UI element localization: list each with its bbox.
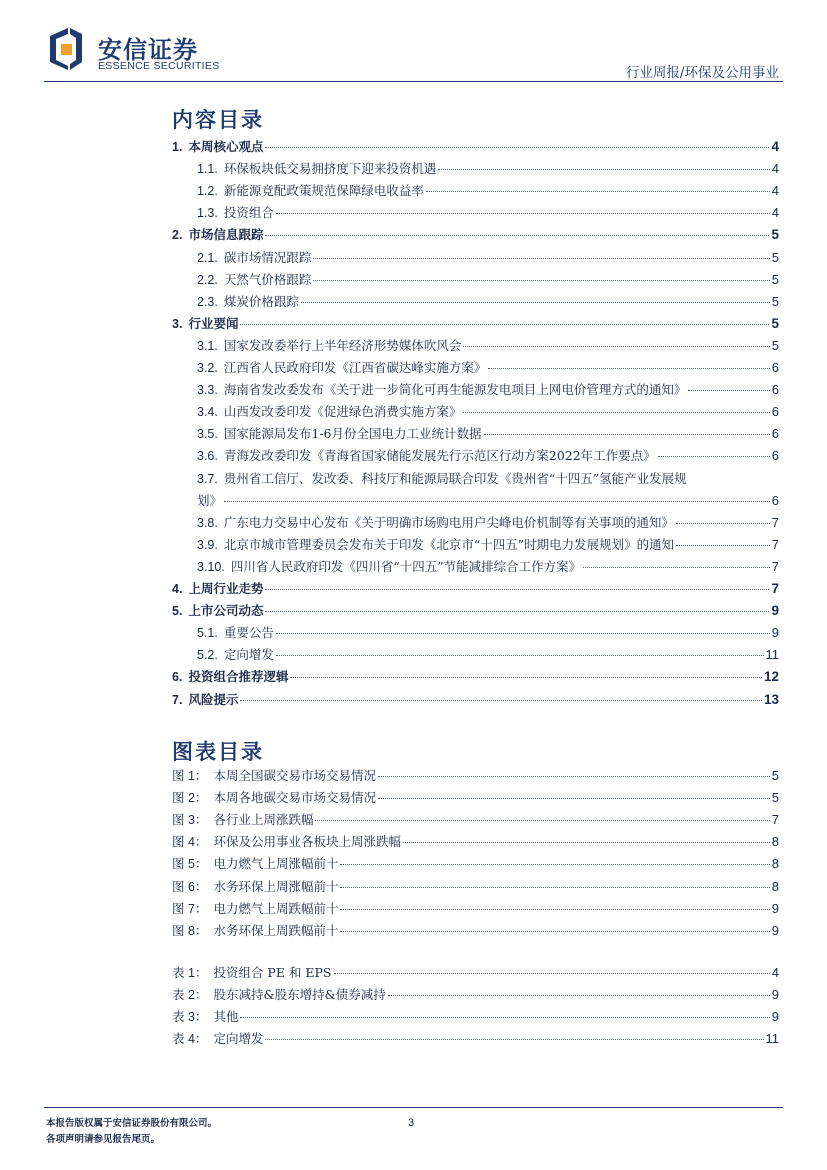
entry-title: 投资组合推荐逻辑 [188,669,289,685]
dot-leader [378,776,770,777]
toc-entry[interactable] [197,535,779,553]
entry-number: 1.1. [197,162,218,177]
entry-page: 7 [771,514,779,530]
figure-entry[interactable] [172,921,779,939]
entry-page: 9 [771,900,779,916]
toc-entry[interactable] [197,203,779,221]
entry-page: 4 [771,205,779,221]
toc-entry[interactable] [197,248,779,266]
dot-leader [240,324,769,325]
figure-entry[interactable] [172,766,779,784]
toc-entry[interactable] [197,358,779,376]
dot-leader [378,798,770,799]
entry-title: 股东减持&股东增持&债券减持 [213,987,386,1003]
dot-leader [315,820,769,821]
entry-page: 5 [771,249,779,265]
entry-title: 各行业上周涨跌幅 [213,812,314,828]
entry-title: 碳市场情况跟踪 [223,249,312,265]
dot-leader [276,655,764,656]
dot-leader [426,191,770,192]
entry-number: 图 8： [172,923,208,938]
entry-title: 上周行业走势 [188,581,264,596]
toc-entry[interactable] [197,292,779,310]
dot-leader [334,973,770,974]
footer-divider [44,1107,783,1108]
page-number: 3 [408,1117,415,1129]
dot-leader [290,677,762,678]
dot-leader [484,434,770,435]
entry-title: 定向增发 [223,647,274,663]
entry-number: 4. [172,582,183,596]
entry-page: 8 [771,856,779,872]
entry-title: 本周全国碳交易市场交易情况 [213,768,376,783]
entry-title: 投资组合 PE 和 EPS [213,965,332,980]
toc-entry[interactable] [197,181,779,199]
dot-leader [224,501,770,502]
entry-number: 7. [172,692,183,707]
entry-title: 其他 [213,1009,239,1025]
entry-page: 7 [771,558,779,574]
entry-page: 5 [771,768,779,783]
toc-entry[interactable] [172,137,779,155]
entry-number: 3.9. [197,537,218,552]
dot-leader [340,909,769,910]
footer-copyright: 本报告版权属于安信证券股份有限公司。 [46,1118,218,1129]
toc-entry[interactable] [197,446,779,464]
entry-number: 3.8. [197,515,218,530]
entry-page: 4 [771,965,779,980]
entry-page: 9 [771,1009,779,1025]
entry-page: 9 [771,922,779,938]
entry-title: 海南省发改委发布《关于进一步简化可再生能源发电项目上网电价管理方式的通知》 [223,382,687,398]
toc-entry[interactable] [197,557,779,575]
entry-number: 图 1： [172,769,208,783]
entry-number: 图 6： [172,879,208,894]
entry-page: 12 [763,669,779,685]
dot-leader [340,864,769,865]
entry-page: 8 [771,878,779,894]
entry-number: 图 4： [172,835,208,850]
toc-entry[interactable] [172,690,779,708]
entry-page: 9 [771,625,779,641]
entry-number: 3.6. [197,449,218,464]
toc-entry[interactable] [197,469,779,487]
figure-entry[interactable] [172,899,779,917]
entry-title: 本周核心观点 [188,139,264,154]
toc-title: 内容目录 [172,107,264,132]
entry-title: 定向增发 [213,1031,264,1047]
dot-leader [240,700,762,701]
entry-title: 国家发改委举行上半年经济形势媒体吹风会 [223,337,462,353]
entry-number: 2.3. [197,294,218,309]
toc-entry[interactable] [172,579,779,597]
entry-title: 电力燃气上周涨幅前十 [213,856,339,872]
entry-page: 9 [771,987,779,1003]
toc-entry[interactable] [197,424,779,442]
dot-leader [463,346,769,347]
toc-entry-continuation[interactable] [197,491,779,509]
figure-entry[interactable] [172,985,779,1003]
entry-title: 青海发改委印发《青海省国家储能发展先行示范区行动方案2022年工作要点》 [223,448,656,464]
entry-number: 5. [172,604,183,619]
entry-page: 6 [771,426,779,442]
entry-page: 9 [771,603,779,619]
entry-page: 4 [771,161,779,177]
entry-title: 投资组合 [223,205,274,221]
toc-entry[interactable] [197,402,779,420]
dot-leader [265,147,769,148]
entry-page: 6 [771,360,779,375]
entry-number: 3.5. [197,427,218,442]
entry-number: 表 4： [172,1032,208,1047]
essence-logo-icon [46,26,86,72]
entry-page: 7 [771,581,779,596]
figure-entry[interactable] [172,1029,779,1047]
figures-title: 图表目录 [172,739,264,764]
toc-entry[interactable] [197,270,779,288]
entry-title: 四川省人民政府印发《四川省“十四五”节能减排综合工作方案》 [230,558,582,574]
entry-number: 2.2. [197,272,218,287]
dot-leader [276,213,770,214]
page-header [0,0,827,90]
dot-leader [313,280,769,281]
entry-title: 本周各地碳交易市场交易情况 [213,790,376,806]
toc-entry[interactable] [197,513,779,531]
entry-number: 3.4. [197,405,218,420]
toc-entry[interactable] [197,159,779,177]
entry-number: 图 7： [172,901,208,916]
entry-number: 3.7. [197,471,218,486]
entry-page: 5 [771,293,779,309]
entry-page: 7 [771,812,779,828]
entry-page: 6 [771,492,779,508]
toc-entry[interactable] [172,314,779,332]
toc-entry[interactable] [197,336,779,354]
entry-title: 市场信息跟踪 [188,227,264,243]
entry-title: 天然气价格跟踪 [223,271,312,287]
dot-leader [265,1039,763,1040]
entry-number: 5.1. [197,626,218,641]
toc-entry[interactable] [172,667,779,685]
entry-title: 上市公司动态 [188,603,264,619]
entry-number: 图 3： [172,813,208,828]
entry-number: 6. [172,670,183,685]
brand-name-en: ESSENCE SECURITIES [98,60,220,72]
dot-leader [265,235,769,236]
entry-title: 煤炭价格跟踪 [223,293,299,309]
toc-entry[interactable] [172,601,779,619]
toc-entry[interactable] [172,225,779,243]
entry-title: 风险提示 [188,691,239,707]
header-divider [44,81,783,82]
entry-title: 贵州省工信厅、发改委、科技厅和能源局联合印发《贵州省“十四五”氢能产业发展规 [223,470,687,486]
entry-number: 3.2. [197,361,218,375]
entry-page: 5 [771,227,779,243]
entry-title: 行业要闻 [188,315,239,331]
dot-leader [340,931,769,932]
entry-number: 3.3. [197,383,218,398]
dot-leader [676,523,770,524]
toc-entry[interactable] [197,645,779,663]
entry-number: 3. [172,316,183,331]
entry-page: 5 [771,337,779,353]
entry-number: 表 1： [172,966,208,980]
entry-title: 广东电力交易中心发布《关于明确市场购电用户尖峰电价机制等有关事项的通知》 [223,514,674,530]
entry-number: 图 2： [172,791,208,806]
footer-disclaimer: 各项声明请参见报告尾页。 [46,1134,161,1145]
entry-title: 重要公告 [223,625,274,641]
entry-number: 2.1. [197,250,218,265]
dot-leader [488,368,769,369]
dot-leader [403,842,770,843]
entry-page: 4 [771,183,779,199]
entry-title: 国家能源局发布1-6月份全国电力工业统计数据 [223,426,482,442]
entry-number: 表 3： [172,1010,208,1025]
entry-page: 6 [771,404,779,420]
figure-entry[interactable] [172,788,779,806]
entry-page: 5 [771,271,779,287]
entry-title: 环保及公用事业各板块上周涨跌幅 [213,834,401,850]
entry-page: 13 [763,691,779,707]
entry-number: 1.3. [197,206,218,221]
entry-title-cont: 划》 [197,492,223,508]
entry-page: 6 [771,382,779,398]
report-category: 行业周报/环保及公用事业 [625,65,779,81]
dot-leader [240,1017,769,1018]
entry-page: 5 [771,790,779,806]
dot-leader [658,456,770,457]
figure-entry[interactable] [172,1007,779,1025]
entry-page: 5 [771,315,779,331]
dot-leader [388,995,770,996]
entry-title: 北京市城市管理委员会发布关于印发《北京市“十四五”时期电力发展规划》的通知 [223,536,675,552]
entry-title: 江西省人民政府印发《江西省碳达峰实施方案》 [223,360,487,375]
dot-leader [265,589,769,590]
figure-entry[interactable] [172,963,779,981]
figure-entry[interactable] [172,832,779,850]
dot-leader [463,412,769,413]
figure-entry[interactable] [172,810,779,828]
entry-page: 11 [765,1031,779,1047]
entry-number: 3.1. [197,338,218,353]
entry-title: 电力燃气上周跌幅前十 [213,900,339,916]
dot-leader [340,887,769,888]
dot-leader [688,390,769,391]
entry-title: 山西发改委印发《促进绿色消费实施方案》 [223,404,462,420]
entry-number: 3.10. [197,559,225,574]
entry-page: 8 [771,834,779,850]
entry-page: 4 [771,139,779,154]
entry-number: 5.2. [197,648,218,663]
entry-page: 7 [771,536,779,552]
dot-leader [438,169,769,170]
dot-leader [276,633,770,634]
dot-leader [301,302,770,303]
entry-number: 2. [172,228,183,243]
entry-title: 新能源竞配政策规范保障绿电收益率 [223,183,424,199]
dot-leader [583,567,770,568]
entry-title: 水务环保上周涨幅前十 [213,878,339,894]
toc-entry[interactable] [197,380,779,398]
entry-number: 表 2： [172,988,208,1003]
figure-entry[interactable] [172,854,779,872]
entry-number: 1. [172,140,183,154]
figure-entry[interactable] [172,877,779,895]
dot-leader [676,545,770,546]
entry-page: 11 [765,647,779,663]
entry-number: 图 5： [172,857,208,872]
brand-name-cn: 安信证券 [98,36,198,64]
entry-page: 6 [771,448,779,464]
entry-title: 水务环保上周跌幅前十 [213,922,339,938]
toc-entry[interactable] [197,623,779,641]
entry-title: 环保板块低交易拥挤度下迎来投资机遇 [223,161,437,177]
entry-number: 1.2. [197,184,218,199]
dot-leader [265,611,769,612]
dot-leader [313,258,769,259]
